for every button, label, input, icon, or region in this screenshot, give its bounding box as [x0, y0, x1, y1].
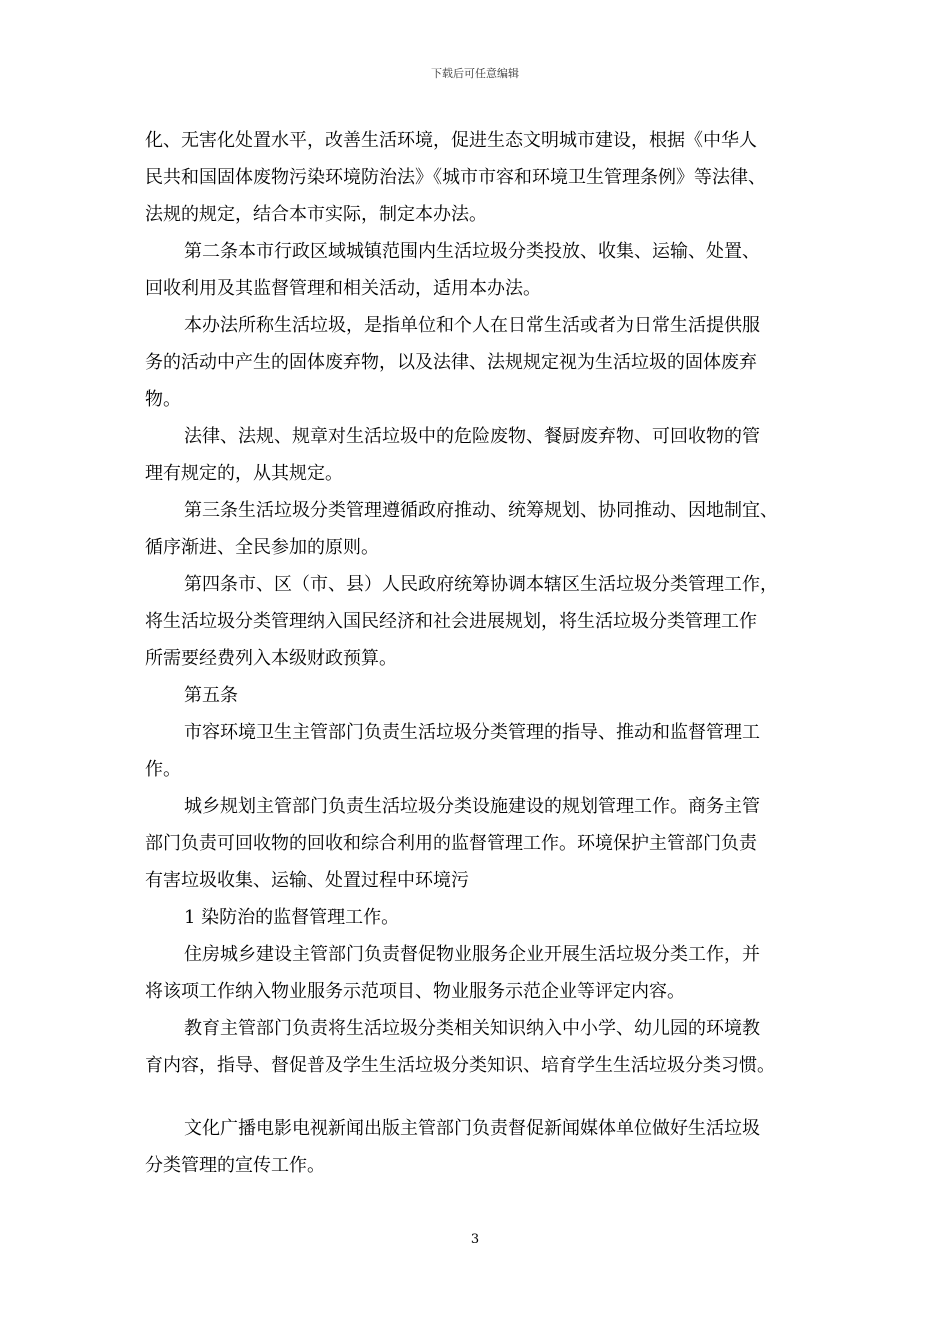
paragraph-spacer	[145, 1084, 813, 1110]
paragraph-article-5-heading	[145, 677, 813, 714]
text-line: 第三条生活垃圾分类管理遵循政府推动、统筹规划、协同推动、因地制宜、	[184, 500, 778, 521]
paragraph-education-dept	[145, 1010, 813, 1084]
paragraph-article-4	[145, 566, 813, 677]
page-number: 3	[470, 1232, 480, 1247]
text-line: 民共和国固体废物污染环境防治法》《城市市容和环境卫生管理条例》等法律、	[145, 167, 766, 188]
text-line: 教育主管部门负责将生活垃圾分类相关知识纳入中小学、幼儿园的环境教	[184, 1018, 760, 1039]
text-line: 法律、法规、规章对生活垃圾中的危险废物、餐厨废弃物、可回收物的管	[184, 426, 760, 447]
text-line: 文化广播电影电视新闻出版主管部门负责督促新闻媒体单位做好生活垃圾	[184, 1118, 760, 1139]
text-line: 分类管理的宣传工作。	[145, 1155, 325, 1176]
paragraph-definition	[145, 307, 813, 418]
paragraph-sanitation-dept	[145, 714, 813, 788]
text-line: 第二条本市行政区域城镇范围内生活垃圾分类投放、收集、运输、处置、	[184, 241, 760, 262]
text-line: 部门负责可回收物的回收和综合利用的监督管理工作。环境保护主管部门负责	[145, 833, 757, 854]
text-line: 住房城乡建设主管部门负责督促物业服务企业开展生活垃圾分类工作，并	[184, 944, 760, 965]
text-line: 第四条市、区（市、县）人民政府统筹协调本辖区生活垃圾分类管理工作，	[184, 574, 778, 595]
text-line: 城乡规划主管部门负责生活垃圾分类设施建设的规划管理工作。商务主管	[184, 796, 760, 817]
text-line: 循序渐进、全民参加的原则。	[145, 537, 379, 558]
text-line: 物。	[145, 389, 181, 410]
text-line: 1 染防治的监督管理工作。	[184, 907, 400, 928]
page-header: 下载后可任意编辑	[431, 67, 519, 80]
text-line: 回收利用及其监督管理和相关活动，适用本办法。	[145, 278, 541, 299]
paragraph-media-dept	[145, 1110, 813, 1184]
paragraph-article-3	[145, 492, 813, 566]
text-line: 作。	[145, 759, 181, 780]
paragraph-exceptions	[145, 418, 813, 492]
text-line: 本办法所称生活垃圾，是指单位和个人在日常生活或者为日常生活提供服	[184, 315, 760, 336]
text-line: 所需要经费列入本级财政预算。	[145, 648, 397, 669]
text-line: 法规的规定，结合本市实际，制定本办法。	[145, 204, 487, 225]
text-line: 第五条	[184, 685, 238, 706]
document-body	[145, 122, 813, 1184]
paragraph-planning-dept	[145, 788, 813, 899]
paragraph-continuation	[145, 122, 813, 233]
text-line: 将该项工作纳入物业服务示范项目、物业服务示范企业等评定内容。	[145, 981, 685, 1002]
text-line: 化、无害化处置水平，改善生活环境，促进生态文明城市建设，根据《中华人	[145, 130, 757, 151]
text-line: 务的活动中产生的固体废弃物，以及法律、法规规定视为生活垃圾的固体废弃	[145, 352, 757, 373]
paragraph-housing-dept	[145, 936, 813, 1010]
text-line: 育内容，指导、督促普及学生生活垃圾分类知识、培育学生生活垃圾分类习惯。	[145, 1055, 775, 1076]
text-line: 将生活垃圾分类管理纳入国民经济和社会进展规划，将生活垃圾分类管理工作	[145, 611, 757, 632]
paragraph-article-2	[145, 233, 813, 307]
text-line: 理有规定的，从其规定。	[145, 463, 343, 484]
text-line: 有害垃圾收集、运输、处置过程中环境污	[145, 870, 469, 891]
text-line: 市容环境卫生主管部门负责生活垃圾分类管理的指导、推动和监督管理工	[184, 722, 760, 743]
paragraph-pollution-control	[145, 899, 813, 936]
